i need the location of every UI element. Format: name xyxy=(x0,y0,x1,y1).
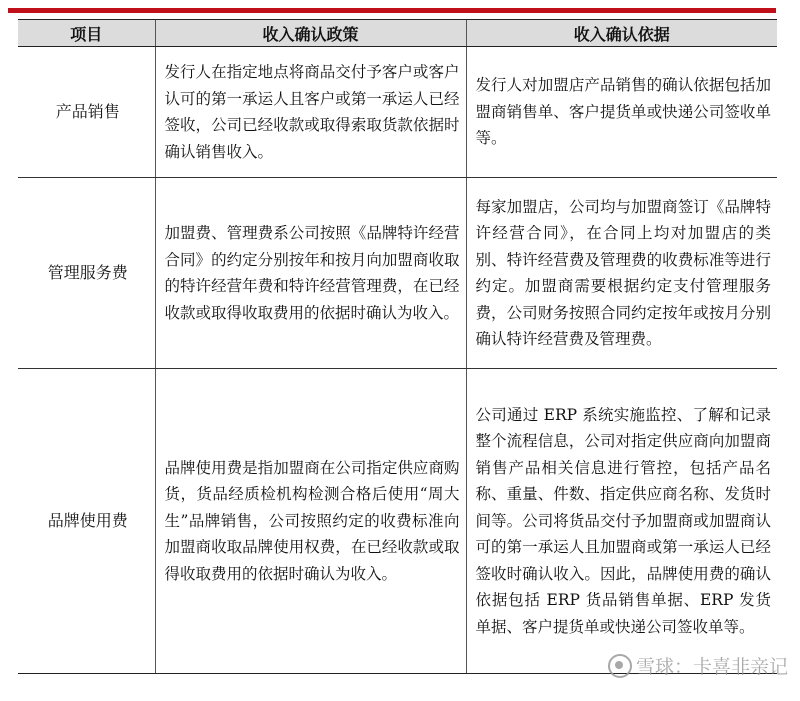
table-row xyxy=(18,47,777,178)
header-policy: 收入确认政策 xyxy=(155,20,466,47)
header-basis: 收入确认依据 xyxy=(466,20,777,47)
revenue-recognition-table xyxy=(18,19,777,674)
row-basis-text: 公司通过 ERP 系统实施监控、了解和记录整个流程信息，公司对指定供应商向加盟商销售产品相关信息进行管控，包括产品名称、重量、件数、指定供应商名称、发货时间等。公司将货品交付予加盟商或加盟商认可的第一承运人且加盟商或第一承运人已经签收时确认收入。因此，品牌使用费的确认依据包括 ERP 货品销售单据、ERP 发货单据、客户提货单或快递公司签收单等。 xyxy=(466,369,777,674)
top-accent-bar xyxy=(8,8,776,13)
table-header-row xyxy=(18,20,777,47)
row-item-label: 产品销售 xyxy=(18,47,155,178)
table-row xyxy=(18,369,777,674)
row-policy-text: 发行人在指定地点将商品交付予客户或客户认可的第一承运人且客户或第一承运人已经签收，公司已经收款或取得索取货款依据时确认销售收入。 xyxy=(155,47,466,178)
row-basis-text: 每家加盟店，公司均与加盟商签订《品牌特许经营合同》，在合同上均对加盟店的类别、特许经营费及管理费的收费标准等进行约定。加盟商需要根据约定支付管理服务费，公司财务按照合同约定按年或按月分别确认特许经营费及管理费。 xyxy=(466,178,777,369)
snowball-logo-icon xyxy=(608,654,632,678)
watermark xyxy=(608,652,788,679)
row-item-label: 品牌使用费 xyxy=(18,369,155,674)
header-item: 项目 xyxy=(18,20,155,47)
row-policy-text: 加盟费、管理费系公司按照《品牌特许经营合同》的约定分别按年和按月向加盟商收取的特许经营年费和特许经营管理费，在已经收款或取得收取费用的依据时确认为收入。 xyxy=(155,178,466,369)
row-item-label: 管理服务费 xyxy=(18,178,155,369)
watermark-text: 雪球：卡喜非亲记 xyxy=(635,656,788,678)
row-basis-text: 发行人对加盟店产品销售的确认依据包括加盟商销售单、客户提货单或快递公司签收单等。 xyxy=(466,47,777,178)
table-row xyxy=(18,178,777,369)
row-policy-text: 品牌使用费是指加盟商在公司指定供应商购货，货品经质检机构检测合格后使用“周大生”品牌销售，公司按照约定的收费标准向加盟商收取品牌使用权费，在已经收款或取得收取费用的依据时确认为收入。 xyxy=(155,369,466,674)
